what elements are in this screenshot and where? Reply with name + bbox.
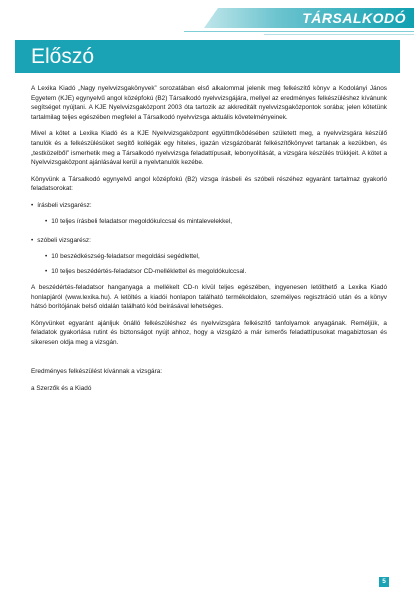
- section-title: Előszó: [31, 45, 95, 68]
- paragraph-intro: A Lexika Kiadó „Nagy nyelvvizsgakönyvek” sorozatában első alkalommal jelenik meg felkészítő könyv a Kodolányi János Egyetem (KJE) egynyelvű angol középfokú (B2) Társalkodó nyelvvizsgájára, mellyel az eredményes felkészüléshez kívánunk segítséget nyújtani. A KJE Nyelvvizsgaközpont 2003 óta tartozik az akkreditált nyelvvizsgaközpontok sorába; jelen kötetünk tartalmilag teljes egészében megfelel a Társalkodó nyelvvizsga aktuális követelményeinek.: [31, 85, 387, 121]
- list-subitem-text: 10 beszédkészség-feladatsor megoldási segédlettel,: [51, 252, 200, 260]
- body-content: [31, 84, 387, 401]
- paragraph-recommendation: Könyvünket egyaránt ajánljuk önálló felkészüléshez és nyelvvizsgára felkészítő tanfolyamok anyagának. Reméljük, a feladatok gyakorlása rutint és biztonságot nyújt ahhoz, hogy a vizsgázó a már ismerős feladattípusokat magabiztosan és sikeresen oldja meg a vizsgán.: [31, 319, 387, 346]
- list-subitem: [31, 217, 387, 227]
- exam-parts-list: [31, 201, 387, 277]
- bullet-icon: •: [31, 201, 34, 209]
- paragraph-cooperation: Mivel a kötet a Lexika Kiadó és a KJE Nyelvvizsgaközpont együttműködésében született meg, a nyelvvizsgára készülő tanulók és a felkészülésüket segítő kollégák egy hiteles, igazán vizsgázóbarát felkészítőkönyvet tartanak a kezükben, és „testközelből” ismerhetik meg a Társalkodó nyelvvizsga feladattípusait, lebonyolítását, a vizsgára készülés trükkjeit. A kötet a Nyelvvizsgaközpont ajánlásával kerül a nyelvtanulók kezébe.: [31, 130, 387, 167]
- list-subitem-text: 10 teljes beszédértés-feladatsor CD-melléklettel és megoldókulccsal.: [51, 268, 247, 276]
- paragraph-download: A beszédértés-feladatsor hanganyaga a mellékelt CD-n kívül teljes egészében, ingyenesen letölthető a Lexika Kiadó honlapjáról (www.lexika.hu). A letöltés a kiadói honlapon található termékoldalon, személyes regisztráció után és a könyv hátsó borítójának belső oldalán található kód beírásával lehetséges.: [31, 283, 387, 311]
- list-subitem-text: 10 teljes írásbeli feladatsor megoldókulccsal és mintalevelekkel,: [51, 217, 233, 225]
- list-item-label: írásbeli vizsgarész:: [37, 201, 92, 209]
- list-item-oral: [31, 236, 387, 246]
- paragraph-contents-intro: Könyvünk a Társalkodó egynyelvű angol középfokú (B2) vizsga írásbeli és szóbeli részéhez egyaránt tartalmaz gyakorló feladatsorokat:: [31, 175, 387, 193]
- bullet-icon: •: [31, 237, 34, 245]
- page-number: 5: [379, 577, 389, 587]
- bullet-icon: •: [45, 268, 48, 276]
- closing-line: Eredményes felkészülést kívánnak a vizsgára:: [31, 368, 163, 376]
- list-item-label: szóbeli vizsgarész:: [37, 237, 91, 245]
- list-subitem: [31, 267, 387, 277]
- list-item-written: [31, 201, 387, 211]
- bullet-icon: •: [45, 217, 48, 225]
- list-subitem: [31, 252, 387, 262]
- signature: a Szerzők és a Kiadó: [31, 385, 92, 393]
- brand-rule-secondary: [264, 34, 414, 35]
- bullet-icon: •: [45, 252, 48, 260]
- brand-rule: [184, 31, 414, 32]
- brand-title: TÁRSALKODÓ: [302, 10, 406, 26]
